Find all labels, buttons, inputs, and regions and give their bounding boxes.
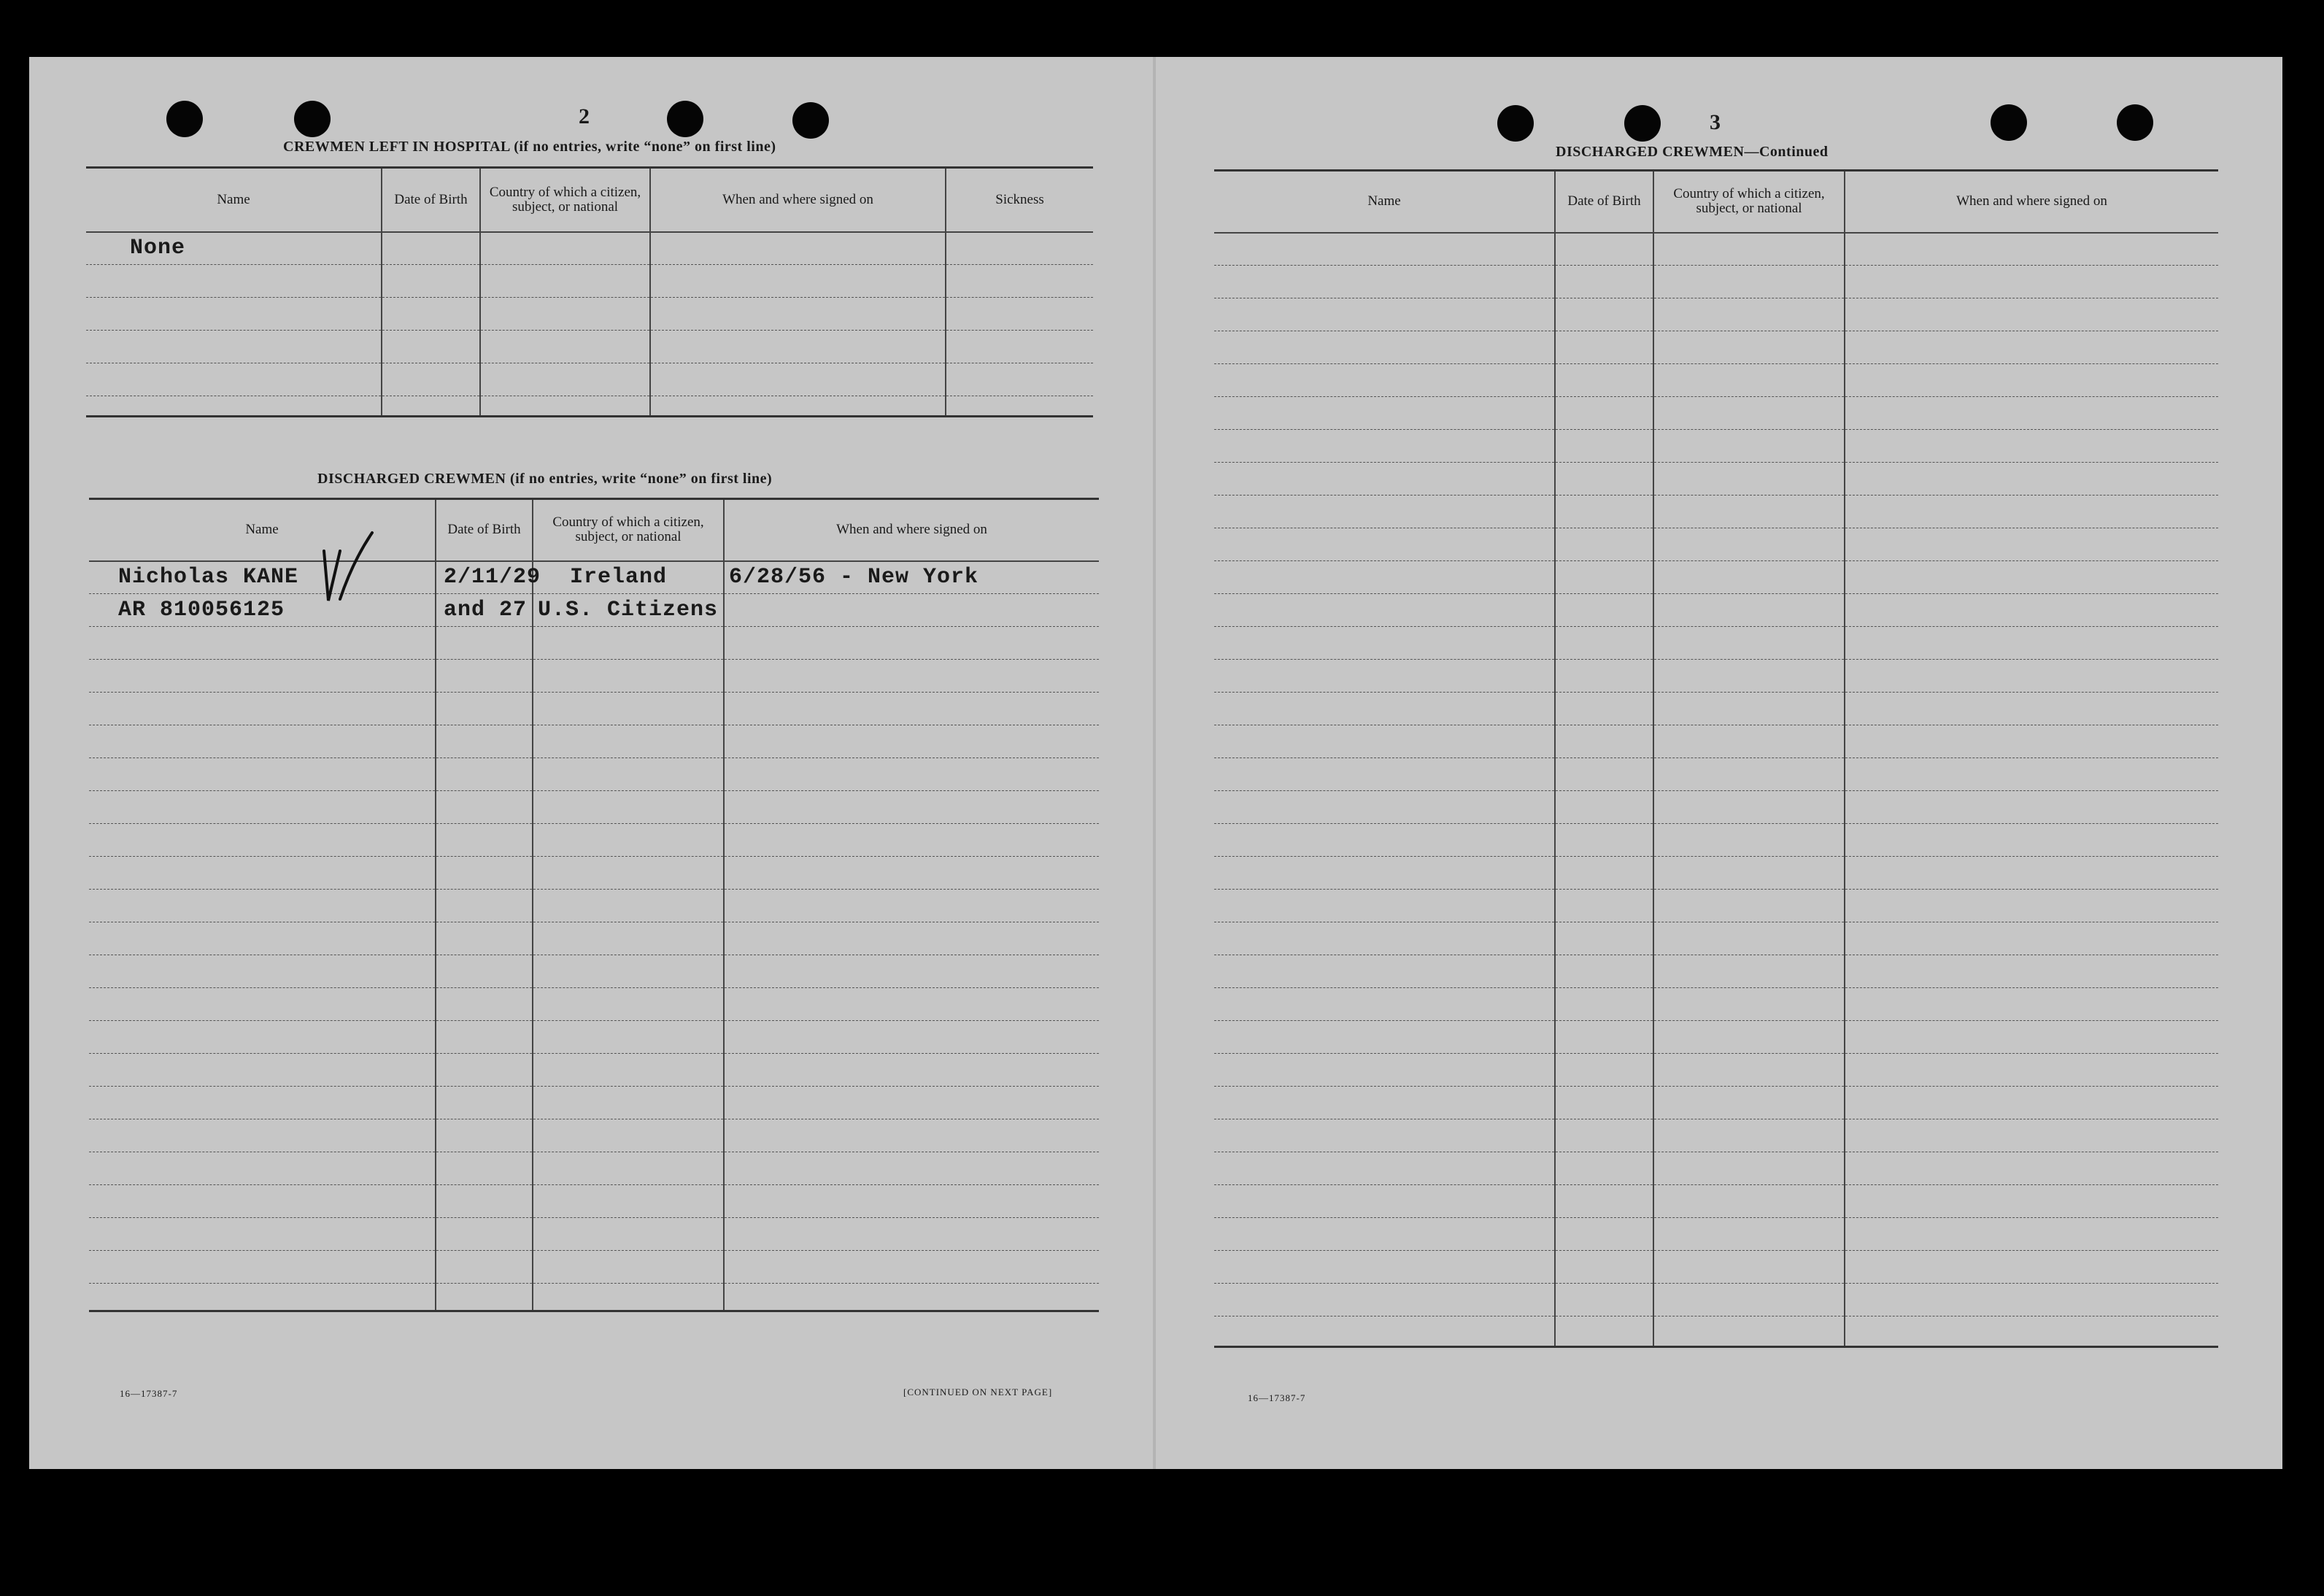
table-row [1214,1021,2218,1054]
table-row [86,265,1093,298]
table-row [89,1054,1099,1087]
table-row [1214,922,2218,955]
column-header: Country of which a citizen, subject, or national [480,168,650,232]
form-number: 16—17387-7 [120,1388,178,1399]
table-row [1214,1218,2218,1251]
table-row [1214,1054,2218,1087]
continued-note: [CONTINUED ON NEXT PAGE] [903,1387,1053,1398]
table-row [89,627,1099,660]
table-row [1214,1152,2218,1185]
table-row [1214,725,2218,758]
table-row [1214,1119,2218,1152]
table-row [1214,890,2218,922]
column-header: Country of which a citizen, subject, or national [533,499,724,561]
table-row [89,988,1099,1021]
column-header: Country of which a citizen, subject, or national [1653,171,1845,233]
sickness-cell [946,232,1093,265]
signed-on-cell [650,232,946,265]
signed-on-cell: 6/28/56 - New York [724,561,1099,594]
column-header: Date of Birth [382,168,480,232]
table-row [1214,298,2218,331]
column-header: Name [1214,171,1555,233]
table-row [89,561,1099,594]
table-row [89,890,1099,922]
table-row [89,693,1099,725]
table-row [89,1119,1099,1152]
dob-cell: 2/11/29 [436,561,533,594]
column-header: Name [86,168,382,232]
table-row [1214,693,2218,725]
column-header: Date of Birth [436,499,533,561]
table-row [1214,266,2218,298]
table-row [89,1021,1099,1054]
table-row [86,298,1093,331]
table-row [1214,331,2218,364]
punch-hole [166,101,203,137]
table-row [1214,561,2218,594]
page-number: 2 [579,104,590,128]
name-cell: Nicholas KANE [89,561,436,594]
table-row [89,660,1099,693]
table-row [1214,1316,2218,1347]
table-row [1214,233,2218,266]
table-row [1214,364,2218,397]
table-row [1214,1087,2218,1119]
table-row [86,396,1093,417]
column-header: When and where signed on [724,499,1099,561]
table-row [1214,660,2218,693]
table-row [89,758,1099,791]
punch-hole [2117,104,2153,141]
table-row [1214,824,2218,857]
punch-hole [294,101,331,137]
table-row [1214,463,2218,496]
discharged-continued-table [1214,169,2218,1348]
country-cell: Ireland [533,561,724,594]
table-row [86,331,1093,363]
table-row [1214,1185,2218,1218]
discharged-table [89,498,1099,1312]
name-cell: AR 810056125 [89,594,436,627]
table-row [1214,955,2218,988]
punch-hole [792,102,829,139]
table-row [89,1087,1099,1119]
name-cell: None [86,232,382,265]
punch-hole [1624,105,1661,142]
discharged-section-title: DISCHARGED CREWMEN (if no entries, write “none” on first line) [317,471,773,487]
table-row [1214,1284,2218,1316]
hospital-table [86,166,1093,417]
column-header: Sickness [946,168,1093,232]
column-header: Name [89,499,436,561]
table-row [1214,988,2218,1021]
table-row [1214,791,2218,824]
column-header: When and where signed on [650,168,946,232]
table-row [1214,528,2218,561]
country-cell: U.S. Citizens [533,594,724,627]
punch-hole [1497,105,1534,142]
country-cell [480,232,650,265]
table-row [1214,397,2218,430]
table-row [86,232,1093,265]
page-fold [1153,57,1156,1469]
table-row [89,1284,1099,1311]
dob-cell: and 27 [436,594,533,627]
table-row [89,824,1099,857]
table-row [1214,594,2218,627]
form-number: 16—17387-7 [1248,1392,1306,1403]
punch-hole [667,101,703,137]
table-row [89,1251,1099,1284]
table-row [1214,430,2218,463]
page-number: 3 [1710,110,1721,134]
table-row [89,725,1099,758]
table-row [89,791,1099,824]
table-row [1214,496,2218,528]
column-header: When and where signed on [1845,171,2218,233]
discharged-continued-title: DISCHARGED CREWMEN—Continued [1556,144,1829,160]
table-row [1214,758,2218,791]
signed-on-cell [724,594,1099,627]
hospital-section-title: CREWMEN LEFT IN HOSPITAL (if no entries, write “none” on first line) [283,139,776,155]
table-row [89,857,1099,890]
table-row [89,955,1099,988]
table-row [86,363,1093,396]
handwritten-check-mark [320,529,378,606]
table-row [89,922,1099,955]
table-row [1214,627,2218,660]
column-header: Date of Birth [1555,171,1653,233]
table-row [1214,857,2218,890]
dob-cell [382,232,480,265]
table-row [89,1152,1099,1185]
punch-hole [1991,104,2027,141]
table-row [89,1185,1099,1218]
table-row [1214,1251,2218,1284]
table-row [89,1218,1099,1251]
table-row [89,594,1099,627]
